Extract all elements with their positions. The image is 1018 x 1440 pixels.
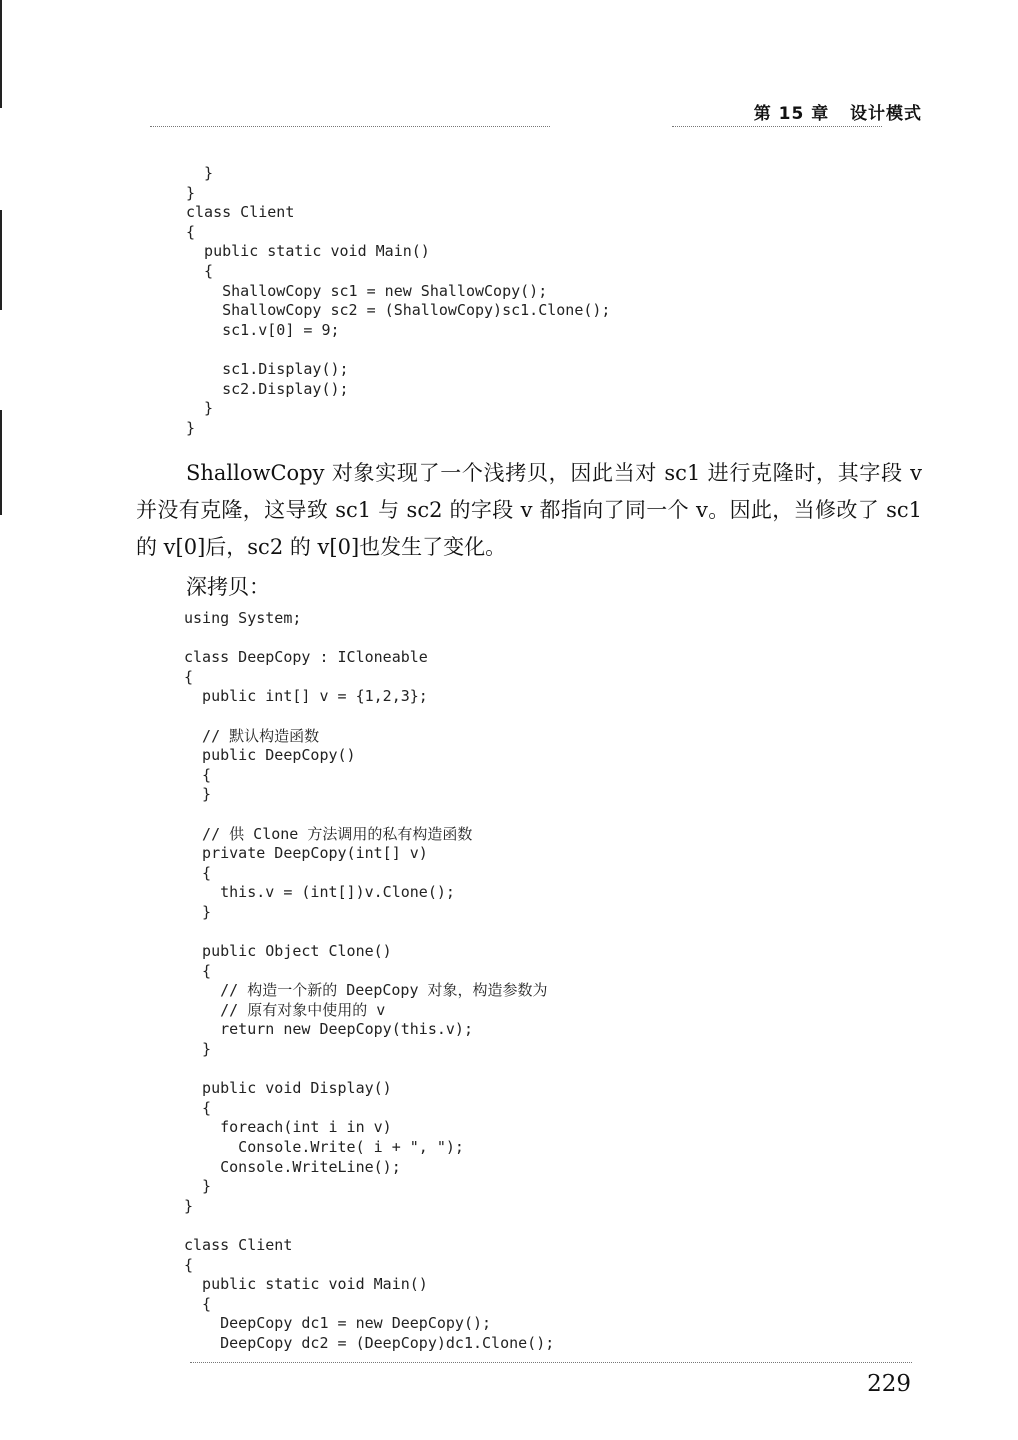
code-line: } <box>184 1040 212 1059</box>
deep-copy-label: 深拷贝： <box>186 575 270 599</box>
code-block-deep-copy <box>184 609 554 1354</box>
code-line: private DeepCopy(int[] v) <box>184 844 428 863</box>
code-line: { <box>186 261 214 280</box>
code-line: sc1.v[0] = 9; <box>186 320 340 339</box>
code-line: { <box>184 863 212 882</box>
paragraph-text: ShallowCopy 对象实现了一个浅拷贝，因此当对 sc1 进行克隆时，其字段 v 并没有克隆，这导致 sc1 与 sc2 的字段 v 都指向了同一个 v。因此，当修改了 sc1 的 v[0]后，sc2 的 v[0]也发生了变化。 <box>136 461 922 559</box>
chapter-title: 设计模式 <box>850 104 922 124</box>
page-number: 229 <box>867 1371 911 1397</box>
code-line: } <box>186 418 196 437</box>
running-header <box>754 99 922 124</box>
code-line: } <box>184 785 212 804</box>
code-line: // 供 Clone 方法调用的私有构造函数 <box>184 824 473 843</box>
code-line: // 默认构造函数 <box>184 726 320 745</box>
code-line: class DeepCopy : ICloneable <box>184 648 428 667</box>
code-line: ShallowCopy sc1 = new ShallowCopy(); <box>186 281 548 300</box>
code-line: { <box>184 1294 212 1313</box>
code-block-client-shallow <box>186 164 610 438</box>
code-line: public static void Main() <box>184 1275 428 1294</box>
code-line: { <box>184 667 194 686</box>
code-line <box>184 629 554 649</box>
code-line: } <box>186 183 196 202</box>
code-line: class Client <box>186 203 295 222</box>
code-line: public Object Clone() <box>184 942 392 961</box>
code-line: } <box>186 399 214 418</box>
code-line: Console.WriteLine(); <box>184 1157 401 1176</box>
code-line: return new DeepCopy(this.v); <box>184 1020 473 1039</box>
code-line <box>184 707 554 727</box>
explanation-paragraph <box>136 455 922 566</box>
code-line: sc1.Display(); <box>186 359 349 378</box>
code-line <box>186 340 610 360</box>
code-line: foreach(int i in v) <box>184 1118 392 1137</box>
code-line: DeepCopy dc2 = (DeepCopy)dc1.Clone(); <box>184 1333 555 1352</box>
code-line <box>184 1216 554 1236</box>
code-line: { <box>186 222 196 241</box>
code-line <box>184 1060 554 1080</box>
code-line: } <box>184 902 212 921</box>
code-line: public static void Main() <box>186 242 430 261</box>
code-line: } <box>184 1196 194 1215</box>
code-line <box>184 805 554 825</box>
code-line: // 构造一个新的 DeepCopy 对象，构造参数为 <box>184 981 548 1000</box>
header-rule-right <box>672 126 882 127</box>
header-rule-left <box>150 126 550 127</box>
code-line: } <box>184 1177 212 1196</box>
scan-edge-mark-top <box>0 0 2 108</box>
footer-rule <box>190 1362 912 1363</box>
code-line: public int[] v = {1,2,3}; <box>184 687 428 706</box>
code-line: } <box>186 164 214 182</box>
code-line: public void Display() <box>184 1079 392 1098</box>
chapter-number: 第 15 章 <box>753 104 830 124</box>
code-line: ShallowCopy sc2 = (ShallowCopy)sc1.Clone(); <box>186 301 611 320</box>
code-line: { <box>184 1098 212 1117</box>
code-line: DeepCopy dc1 = new DeepCopy(); <box>184 1314 492 1333</box>
code-line: class Client <box>184 1236 293 1254</box>
code-line <box>184 923 554 943</box>
code-line: { <box>184 765 212 784</box>
code-line: { <box>184 1255 194 1274</box>
code-line: using System; <box>184 609 302 627</box>
scan-edge-mark-middle <box>0 210 2 310</box>
code-line: { <box>184 961 212 980</box>
code-line: Console.Write( i + ", "); <box>184 1138 464 1157</box>
code-line: sc2.Display(); <box>186 379 349 398</box>
code-line: // 原有对象中使用的 v <box>184 1000 386 1019</box>
code-line: public DeepCopy() <box>184 746 356 765</box>
code-line: this.v = (int[])v.Clone(); <box>184 883 455 902</box>
scan-edge-mark-lower <box>0 410 2 515</box>
